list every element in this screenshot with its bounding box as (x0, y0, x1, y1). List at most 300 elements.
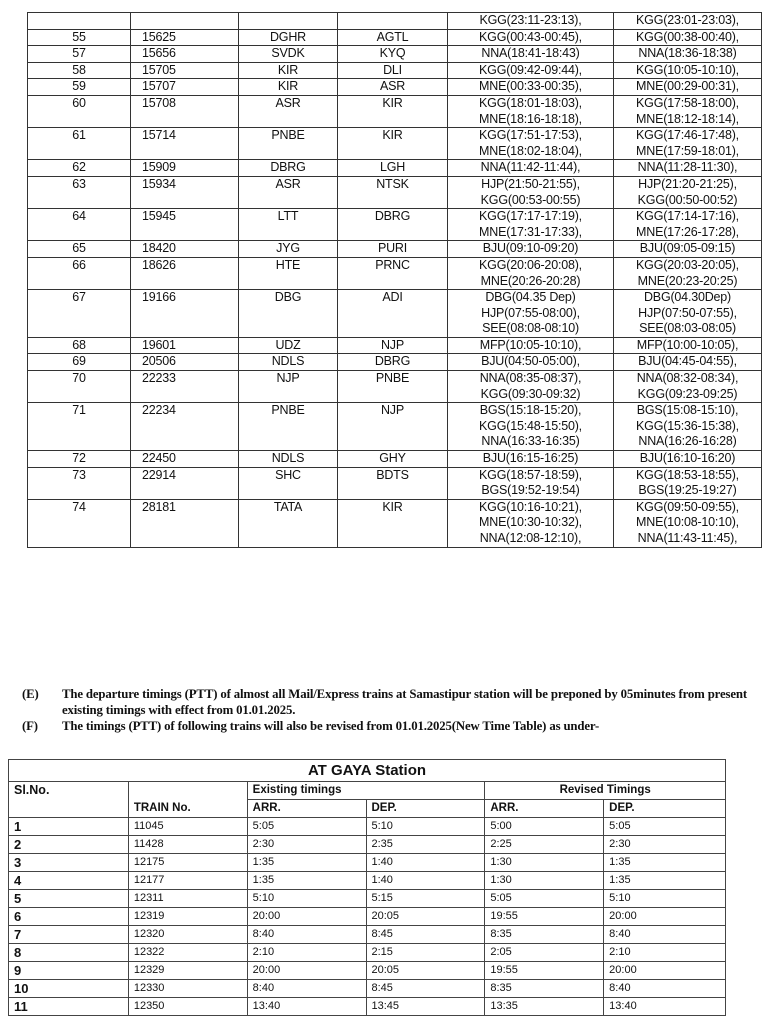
cell-revised-arr: 2:25 (485, 836, 604, 854)
cell-to-station (338, 13, 448, 30)
cell-train-no: 18420 (131, 241, 239, 258)
table-row (9, 854, 726, 872)
cell-sl-no: 69 (28, 354, 131, 371)
timing-line: KGG(00:38-00:40), (636, 29, 739, 44)
timing-line: NNA(11:43-11:45), (637, 531, 738, 545)
cell-existing-timing (448, 176, 614, 208)
cell-existing-timing (448, 160, 614, 177)
timing-line: KGG(00:50-00:52) (637, 192, 738, 207)
timing-line: HJP(21:20-21:25), (638, 176, 737, 191)
timing-line: KGG(09:50-09:55), (636, 499, 739, 514)
cell-from-station: SHC (239, 467, 338, 499)
cell-to-station: KYQ (338, 46, 448, 63)
timing-line: KGG(09:23-09:25) (637, 386, 738, 401)
cell-sl-no (28, 13, 131, 30)
timing-line: BJU(04:50-05:00), (481, 354, 580, 369)
cell-train-no: 20506 (131, 354, 239, 371)
cell-train-no: 12319 (128, 908, 247, 926)
cell-revised-timing (614, 176, 762, 208)
timing-line: KGG(17:51-17:53), (479, 128, 582, 143)
cell-train-no: 12329 (128, 962, 247, 980)
header-sl-no: Sl.No. (9, 782, 129, 818)
cell-existing-arr: 20:00 (247, 962, 366, 980)
cell-existing-arr: 5:10 (247, 890, 366, 908)
cell-sl-no: 66 (28, 257, 131, 289)
cell-train-no: 15934 (131, 176, 239, 208)
cell-from-station: DGHR (239, 29, 338, 46)
header-revised-timings: Revised Timings (485, 782, 726, 800)
cell-existing-timing (448, 79, 614, 96)
cell-revised-dep: 5:05 (604, 818, 726, 836)
cell-train-no: 12320 (128, 926, 247, 944)
timing-line: SEE(08:03-08:05) (639, 321, 736, 336)
note-f (22, 718, 762, 734)
table-row (28, 176, 762, 208)
cell-sl-no: 3 (9, 854, 129, 872)
cell-sl-no: 74 (28, 499, 131, 547)
cell-revised-timing (614, 451, 762, 468)
cell-revised-timing (614, 79, 762, 96)
header-existing-dep: DEP. (366, 800, 485, 818)
timing-line: KGG(15:48-15:50), (479, 418, 582, 433)
table-row (28, 290, 762, 338)
cell-train-no: 18626 (131, 257, 239, 289)
table-row (28, 46, 762, 63)
timing-line: DBG(04.30Dep) (643, 290, 732, 305)
cell-from-station: PNBE (239, 403, 338, 451)
cell-revised-arr: 1:30 (485, 854, 604, 872)
cell-to-station: DBRG (338, 209, 448, 241)
cell-existing-dep: 20:05 (366, 962, 485, 980)
table-title-row (9, 760, 726, 782)
cell-sl-no: 73 (28, 467, 131, 499)
timing-line: BJU(16:10-16:20) (639, 451, 736, 466)
table-row (28, 160, 762, 177)
cell-train-no: 15714 (131, 128, 239, 160)
timing-line: NNA(12:08-12:10), (479, 531, 582, 545)
cell-existing-timing (448, 29, 614, 46)
cell-sl-no: 60 (28, 95, 131, 127)
cell-revised-dep: 13:40 (604, 998, 726, 1016)
cell-to-station: LGH (338, 160, 448, 177)
table-row (28, 79, 762, 96)
header-existing-arr: ARR. (247, 800, 366, 818)
cell-from-station: KIR (239, 79, 338, 96)
note-text: The departure timings (PTT) of almost all Mail/Express trains at Samastipur station will be preponed by 05minutes from present existing timings with effect from 01.01.2025. (62, 687, 747, 717)
timing-line: MNE(17:31-17:33), (479, 224, 582, 239)
table-row (9, 998, 726, 1016)
cell-existing-arr: 2:30 (247, 836, 366, 854)
cell-to-station: KIR (338, 95, 448, 127)
cell-sl-no: 64 (28, 209, 131, 241)
cell-sl-no: 65 (28, 241, 131, 258)
cell-to-station: KIR (338, 499, 448, 547)
cell-from-station: ASR (239, 176, 338, 208)
cell-to-station: DLI (338, 62, 448, 79)
cell-sl-no: 58 (28, 62, 131, 79)
table-row (9, 908, 726, 926)
cell-sl-no: 59 (28, 79, 131, 96)
cell-revised-dep: 2:10 (604, 944, 726, 962)
cell-sl-no: 72 (28, 451, 131, 468)
table-row (9, 890, 726, 908)
gaya-station-timing-table (8, 759, 726, 1016)
cell-sl-no: 62 (28, 160, 131, 177)
cell-train-no: 11045 (128, 818, 247, 836)
header-revised-dep: DEP. (604, 800, 726, 818)
timing-line: MFP(10:00-10:05), (636, 337, 739, 352)
note-e (22, 686, 762, 718)
cell-revised-timing (614, 467, 762, 499)
cell-from-station: NDLS (239, 451, 338, 468)
cell-existing-arr: 1:35 (247, 854, 366, 872)
timing-line: KGG(18:57-18:59), (479, 467, 582, 482)
cell-revised-timing (614, 46, 762, 63)
cell-from-station: SVDK (239, 46, 338, 63)
cell-existing-timing (448, 403, 614, 451)
cell-existing-dep: 13:45 (366, 998, 485, 1016)
cell-sl-no: 7 (9, 926, 129, 944)
cell-revised-timing (614, 128, 762, 160)
cell-train-no: 11428 (128, 836, 247, 854)
cell-from-station: KIR (239, 62, 338, 79)
cell-revised-arr: 19:55 (485, 962, 604, 980)
timing-line: KGG(18:01-18:03), (479, 95, 582, 110)
cell-sl-no: 2 (9, 836, 129, 854)
timing-line: HJP(07:50-07:55), (638, 305, 737, 320)
table-row (28, 95, 762, 127)
cell-existing-timing (448, 371, 614, 403)
cell-revised-arr: 19:55 (485, 908, 604, 926)
cell-to-station: AGTL (338, 29, 448, 46)
cell-existing-arr: 8:40 (247, 980, 366, 998)
cell-sl-no: 57 (28, 46, 131, 63)
cell-sl-no: 63 (28, 176, 131, 208)
cell-to-station: ADI (338, 290, 448, 338)
timing-line: BGS(15:08-15:10), (636, 403, 739, 418)
timing-line: KGG(23:01-23:03), (636, 13, 739, 27)
timing-line: KGG(09:30-09:32) (480, 386, 581, 401)
cell-revised-timing (614, 13, 762, 30)
cell-train-no: 15705 (131, 62, 239, 79)
note-text: The timings (PTT) of following trains will also be revised from 01.01.2025(New Time Table) as under- (62, 719, 600, 733)
cell-train-no: 12177 (128, 872, 247, 890)
cell-train-no: 12175 (128, 854, 247, 872)
cell-revised-arr: 8:35 (485, 926, 604, 944)
timing-line: KGG(17:58-18:00), (636, 95, 739, 110)
timing-line: KGG(00:53-00:55) (480, 192, 581, 207)
cell-to-station: DBRG (338, 354, 448, 371)
cell-existing-timing (448, 451, 614, 468)
table-row (9, 962, 726, 980)
cell-sl-no: 55 (28, 29, 131, 46)
cell-sl-no: 11 (9, 998, 129, 1016)
cell-from-station: JYG (239, 241, 338, 258)
cell-existing-dep: 5:15 (366, 890, 485, 908)
cell-from-station: PNBE (239, 128, 338, 160)
cell-from-station: LTT (239, 209, 338, 241)
cell-existing-timing (448, 290, 614, 338)
timing-line: KGG(23:11-23:13), (479, 13, 582, 27)
timing-line: SEE(08:08-08:10) (482, 321, 579, 336)
timing-line: BGS(15:18-15:20), (479, 403, 582, 418)
train-timing-revision-table (27, 12, 762, 548)
table-row (28, 13, 762, 30)
cell-existing-timing (448, 499, 614, 547)
cell-to-station: KIR (338, 128, 448, 160)
timing-line: MFP(10:05-10:10), (479, 337, 582, 352)
table-row (28, 337, 762, 354)
cell-existing-dep: 2:35 (366, 836, 485, 854)
cell-to-station: GHY (338, 451, 448, 468)
cell-to-station: NJP (338, 337, 448, 354)
table-row (28, 371, 762, 403)
timing-line: BJU(09:05-09:15) (639, 241, 736, 256)
timing-line: NNA(16:26-16:28) (638, 434, 737, 449)
cell-existing-dep: 8:45 (366, 980, 485, 998)
cell-existing-timing (448, 337, 614, 354)
cell-revised-timing (614, 403, 762, 451)
cell-existing-arr: 2:10 (247, 944, 366, 962)
timing-line: BGS(19:25-19:27) (638, 483, 737, 498)
cell-revised-dep: 8:40 (604, 926, 726, 944)
timing-line: NNA(11:28-11:30), (637, 160, 738, 175)
cell-train-no: 15909 (131, 160, 239, 177)
cell-revised-timing (614, 241, 762, 258)
train-timing-table-body (28, 13, 762, 548)
cell-revised-timing (614, 354, 762, 371)
timing-line: DBG(04.35 Dep) (485, 290, 576, 305)
cell-to-station: PURI (338, 241, 448, 258)
cell-train-no: 12350 (128, 998, 247, 1016)
table-row (28, 403, 762, 451)
timing-line: KGG(10:16-10:21), (479, 499, 582, 514)
cell-sl-no: 1 (9, 818, 129, 836)
cell-existing-dep: 8:45 (366, 926, 485, 944)
cell-revised-dep: 5:10 (604, 890, 726, 908)
cell-from-station: DBG (239, 290, 338, 338)
cell-existing-arr: 20:00 (247, 908, 366, 926)
cell-train-no: 12322 (128, 944, 247, 962)
cell-revised-timing (614, 290, 762, 338)
cell-to-station: PRNC (338, 257, 448, 289)
header-existing-timings: Existing timings (247, 782, 485, 800)
cell-revised-dep: 2:30 (604, 836, 726, 854)
cell-revised-timing (614, 209, 762, 241)
cell-revised-dep: 8:40 (604, 980, 726, 998)
cell-revised-timing (614, 95, 762, 127)
cell-sl-no: 71 (28, 403, 131, 451)
cell-train-no: 19166 (131, 290, 239, 338)
cell-existing-timing (448, 128, 614, 160)
table-row (9, 818, 726, 836)
cell-sl-no: 6 (9, 908, 129, 926)
cell-from-station: DBRG (239, 160, 338, 177)
cell-train-no: 22234 (131, 403, 239, 451)
cell-existing-arr: 5:05 (247, 818, 366, 836)
cell-train-no: 15625 (131, 29, 239, 46)
cell-sl-no: 61 (28, 128, 131, 160)
cell-revised-dep: 20:00 (604, 908, 726, 926)
cell-existing-timing (448, 257, 614, 289)
timing-line: KGG(17:14-17:16), (636, 209, 739, 224)
cell-existing-dep: 1:40 (366, 872, 485, 890)
cell-existing-timing (448, 62, 614, 79)
cell-to-station: BDTS (338, 467, 448, 499)
cell-existing-arr: 13:40 (247, 998, 366, 1016)
table-row (28, 257, 762, 289)
cell-sl-no: 68 (28, 337, 131, 354)
table-row (28, 128, 762, 160)
cell-revised-dep: 1:35 (604, 872, 726, 890)
timing-line: MNE(18:12-18:14), (636, 111, 739, 126)
cell-sl-no: 4 (9, 872, 129, 890)
cell-revised-timing (614, 499, 762, 547)
cell-train-no: 22914 (131, 467, 239, 499)
timing-line: HJP(21:50-21:55), (481, 176, 580, 191)
cell-revised-arr: 5:05 (485, 890, 604, 908)
timing-line: BJU(04:45-04:55), (638, 354, 737, 369)
cell-existing-timing (448, 46, 614, 63)
cell-existing-arr: 8:40 (247, 926, 366, 944)
timing-line: KGG(17:17-17:19), (479, 209, 582, 224)
table-row (28, 467, 762, 499)
table-row (9, 836, 726, 854)
cell-train-no: 15945 (131, 209, 239, 241)
table-row (9, 944, 726, 962)
timing-line: NNA(11:42-11:44), (480, 160, 581, 175)
table-row (28, 209, 762, 241)
timing-line: BJU(16:15-16:25) (482, 451, 579, 466)
cell-existing-dep: 1:40 (366, 854, 485, 872)
header-row-group (9, 782, 726, 800)
cell-from-station: TATA (239, 499, 338, 547)
timing-line: KGG(10:05-10:10), (636, 62, 739, 77)
cell-to-station: NTSK (338, 176, 448, 208)
header-revised-arr: ARR. (485, 800, 604, 818)
cell-revised-timing (614, 160, 762, 177)
timing-line: MNE(20:26-20:28) (480, 273, 581, 288)
timing-line: NNA(08:32-08:34), (636, 371, 739, 386)
cell-train-no: 15708 (131, 95, 239, 127)
cell-from-station (239, 13, 338, 30)
timing-line: KGG(15:36-15:38), (636, 418, 739, 433)
table-row (28, 62, 762, 79)
cell-sl-no: 5 (9, 890, 129, 908)
timing-line: NNA(16:33-16:35) (481, 434, 580, 449)
cell-from-station: NJP (239, 371, 338, 403)
timing-line: MNE(17:26-17:28), (636, 224, 739, 239)
cell-train-no: 22233 (131, 371, 239, 403)
cell-to-station: PNBE (338, 371, 448, 403)
cell-train-no: 19601 (131, 337, 239, 354)
table-row (28, 29, 762, 46)
cell-sl-no: 10 (9, 980, 129, 998)
timing-line: NNA(18:41-18:43) (481, 46, 580, 61)
cell-existing-timing (448, 13, 614, 30)
cell-sl-no: 67 (28, 290, 131, 338)
timing-line: BJU(09:10-09:20) (482, 241, 579, 256)
cell-from-station: NDLS (239, 354, 338, 371)
table-row (9, 980, 726, 998)
cell-revised-timing (614, 62, 762, 79)
timing-line: BGS(19:52-19:54) (481, 483, 580, 498)
cell-train-no (131, 13, 239, 30)
table-row (28, 241, 762, 258)
cell-train-no: 12330 (128, 980, 247, 998)
timing-line: KGG(20:03-20:05), (636, 257, 739, 272)
cell-existing-timing (448, 209, 614, 241)
header-train-no: TRAIN No. (128, 782, 247, 818)
cell-train-no: 15707 (131, 79, 239, 96)
cell-existing-dep: 5:10 (366, 818, 485, 836)
cell-sl-no: 70 (28, 371, 131, 403)
table-row (28, 499, 762, 547)
timing-line: MNE(18:16-18:18), (479, 111, 582, 126)
timing-line: KGG(18:53-18:55), (636, 467, 739, 482)
cell-existing-dep: 2:15 (366, 944, 485, 962)
table-row (9, 926, 726, 944)
cell-train-no: 28181 (131, 499, 239, 547)
timing-line: KGG(00:43-00:45), (479, 29, 582, 44)
timing-line: MNE(10:08-10:10), (636, 515, 739, 530)
cell-revised-dep: 20:00 (604, 962, 726, 980)
timing-line: KGG(17:46-17:48), (636, 128, 739, 143)
timing-line: MNE(18:02-18:04), (479, 143, 582, 158)
cell-from-station: UDZ (239, 337, 338, 354)
timing-line: NNA(08:35-08:37), (479, 371, 582, 386)
cell-revised-arr: 2:05 (485, 944, 604, 962)
cell-existing-dep: 20:05 (366, 908, 485, 926)
note-label: (F) (22, 719, 38, 733)
cell-revised-arr: 5:00 (485, 818, 604, 836)
cell-existing-timing (448, 467, 614, 499)
cell-revised-timing (614, 29, 762, 46)
cell-revised-timing (614, 371, 762, 403)
cell-train-no: 12311 (128, 890, 247, 908)
cell-from-station: HTE (239, 257, 338, 289)
cell-existing-timing (448, 241, 614, 258)
timing-line: MNE(00:33-00:35), (479, 79, 582, 94)
timing-line: NNA(18:36-18:38) (638, 46, 737, 61)
timing-line: MNE(00:29-00:31), (636, 79, 739, 94)
cell-to-station: ASR (338, 79, 448, 96)
note-label: (E) (22, 687, 39, 701)
cell-from-station: ASR (239, 95, 338, 127)
cell-sl-no: 9 (9, 962, 129, 980)
cell-revised-arr: 1:30 (485, 872, 604, 890)
timing-line: MNE(10:30-10:32), (479, 515, 582, 530)
cell-existing-arr: 1:35 (247, 872, 366, 890)
table-row (9, 872, 726, 890)
cell-existing-timing (448, 95, 614, 127)
timing-line: KGG(20:06-20:08), (479, 257, 582, 272)
cell-revised-arr: 13:35 (485, 998, 604, 1016)
notes-section (22, 686, 762, 734)
cell-revised-timing (614, 337, 762, 354)
cell-sl-no: 8 (9, 944, 129, 962)
cell-existing-timing (448, 354, 614, 371)
cell-revised-timing (614, 257, 762, 289)
table-row (28, 451, 762, 468)
timing-line: MNE(20:23-20:25) (637, 273, 738, 288)
timing-line: MNE(17:59-18:01), (636, 143, 739, 158)
cell-revised-dep: 1:35 (604, 854, 726, 872)
cell-revised-arr: 8:35 (485, 980, 604, 998)
table-title: AT GAYA Station (9, 760, 726, 782)
timing-line: KGG(09:42-09:44), (479, 62, 582, 77)
cell-train-no: 15656 (131, 46, 239, 63)
